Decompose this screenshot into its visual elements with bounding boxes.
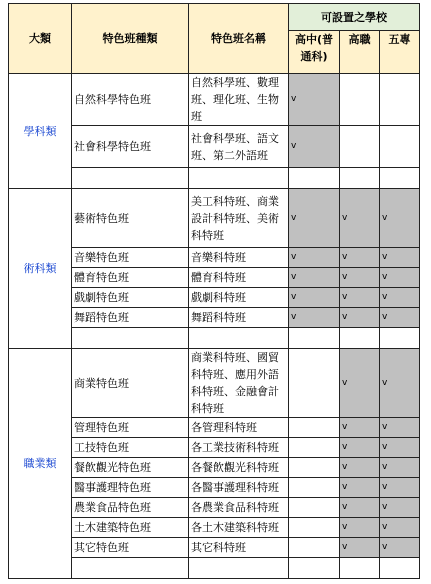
spacer-cell	[380, 328, 420, 349]
check-junior-college: v	[380, 308, 420, 328]
spacer-cell	[289, 558, 340, 579]
check-junior-college: v	[380, 349, 420, 418]
header-junior-college: 五專	[380, 31, 420, 74]
class-type: 工技特色班	[72, 438, 189, 458]
special-class-table	[8, 3, 420, 579]
empty-high-school	[289, 438, 340, 458]
check-junior-college: v	[380, 248, 420, 268]
check-vocational: v	[340, 288, 380, 308]
class-name: 商業科特班、國貿科特班、應用外語科特班、金融會計科特班	[189, 349, 289, 418]
class-name: 音樂科特班	[189, 248, 289, 268]
class-name: 體育科特班	[189, 268, 289, 288]
check-junior-college: v	[380, 189, 420, 248]
empty-vocational	[340, 126, 380, 168]
spacer-cell	[380, 168, 420, 189]
check-vocational: v	[340, 498, 380, 518]
class-type: 社會科學特色班	[72, 126, 189, 168]
check-vocational: v	[340, 458, 380, 478]
empty-high-school	[289, 518, 340, 538]
class-type: 自然科學特色班	[72, 74, 189, 126]
class-type: 醫事護理特色班	[72, 478, 189, 498]
check-junior-college: v	[380, 418, 420, 438]
header-vocational: 高職	[340, 31, 380, 74]
header-eligible-schools: 可設置之學校	[289, 4, 420, 31]
spacer-cell	[340, 328, 380, 349]
class-name: 各農業食品科特班	[189, 498, 289, 518]
spacer-cell	[189, 168, 289, 189]
class-name: 各醫事護理科特班	[189, 478, 289, 498]
check-vocational: v	[340, 538, 380, 558]
check-junior-college: v	[380, 498, 420, 518]
empty-high-school	[289, 498, 340, 518]
empty-high-school	[289, 418, 340, 438]
check-vocational: v	[340, 418, 380, 438]
spacer-cell	[189, 328, 289, 349]
class-type: 音樂特色班	[72, 248, 189, 268]
class-name: 美工科特班、商業設計科特班、美術科特班	[189, 189, 289, 248]
check-junior-college: v	[380, 478, 420, 498]
header-high-school: 高中(普通科)	[289, 31, 340, 74]
class-type: 管理特色班	[72, 418, 189, 438]
class-name: 舞蹈科特班	[189, 308, 289, 328]
check-high-school: v	[289, 288, 340, 308]
check-junior-college: v	[380, 518, 420, 538]
spacer-cell	[189, 558, 289, 579]
spacer-cell	[340, 558, 380, 579]
class-type: 餐飲觀光特色班	[72, 458, 189, 478]
category-vocational: 職業類	[9, 349, 72, 579]
class-type: 農業食品特色班	[72, 498, 189, 518]
spacer-cell	[380, 558, 420, 579]
check-vocational: v	[340, 349, 380, 418]
spacer-cell	[72, 558, 189, 579]
class-type: 戲劇特色班	[72, 288, 189, 308]
check-vocational: v	[340, 248, 380, 268]
empty-junior-college	[380, 74, 420, 126]
check-vocational: v	[340, 189, 380, 248]
spacer-cell	[72, 168, 189, 189]
class-name: 各工業技術科特班	[189, 438, 289, 458]
class-name: 社會科學班、語文班、第二外語班	[189, 126, 289, 168]
spacer-cell	[289, 328, 340, 349]
check-junior-college: v	[380, 268, 420, 288]
class-type: 舞蹈特色班	[72, 308, 189, 328]
class-name: 自然科學班、數理班、理化班、生物班	[189, 74, 289, 126]
check-vocational: v	[340, 308, 380, 328]
header-class-type: 特色班種類	[72, 4, 189, 74]
empty-high-school	[289, 478, 340, 498]
check-junior-college: v	[380, 288, 420, 308]
class-name: 各土木建築科特班	[189, 518, 289, 538]
class-type: 藝術特色班	[72, 189, 189, 248]
empty-junior-college	[380, 126, 420, 168]
spacer-cell	[289, 168, 340, 189]
check-high-school: v	[289, 308, 340, 328]
check-vocational: v	[340, 268, 380, 288]
check-high-school: v	[289, 189, 340, 248]
class-name: 各餐飲觀光科特班	[189, 458, 289, 478]
check-vocational: v	[340, 518, 380, 538]
class-type: 商業特色班	[72, 349, 189, 418]
header-class-name: 特色班名稱	[189, 4, 289, 74]
check-junior-college: v	[380, 538, 420, 558]
empty-high-school	[289, 349, 340, 418]
check-high-school: v	[289, 74, 340, 126]
check-vocational: v	[340, 438, 380, 458]
class-name: 各管理科特班	[189, 418, 289, 438]
spacer-cell	[72, 328, 189, 349]
class-type: 土木建築特色班	[72, 518, 189, 538]
empty-high-school	[289, 458, 340, 478]
category-academic: 學科類	[9, 74, 72, 189]
empty-high-school	[289, 538, 340, 558]
category-arts: 術科類	[9, 189, 72, 349]
check-high-school: v	[289, 248, 340, 268]
check-junior-college: v	[380, 438, 420, 458]
check-junior-college: v	[380, 458, 420, 478]
class-type: 其它特色班	[72, 538, 189, 558]
check-high-school: v	[289, 268, 340, 288]
spacer-cell	[340, 168, 380, 189]
class-name: 戲劇科特班	[189, 288, 289, 308]
empty-vocational	[340, 74, 380, 126]
header-category: 大類	[9, 4, 72, 74]
class-name: 其它科特班	[189, 538, 289, 558]
class-type: 體育特色班	[72, 268, 189, 288]
check-high-school: v	[289, 126, 340, 168]
check-vocational: v	[340, 478, 380, 498]
